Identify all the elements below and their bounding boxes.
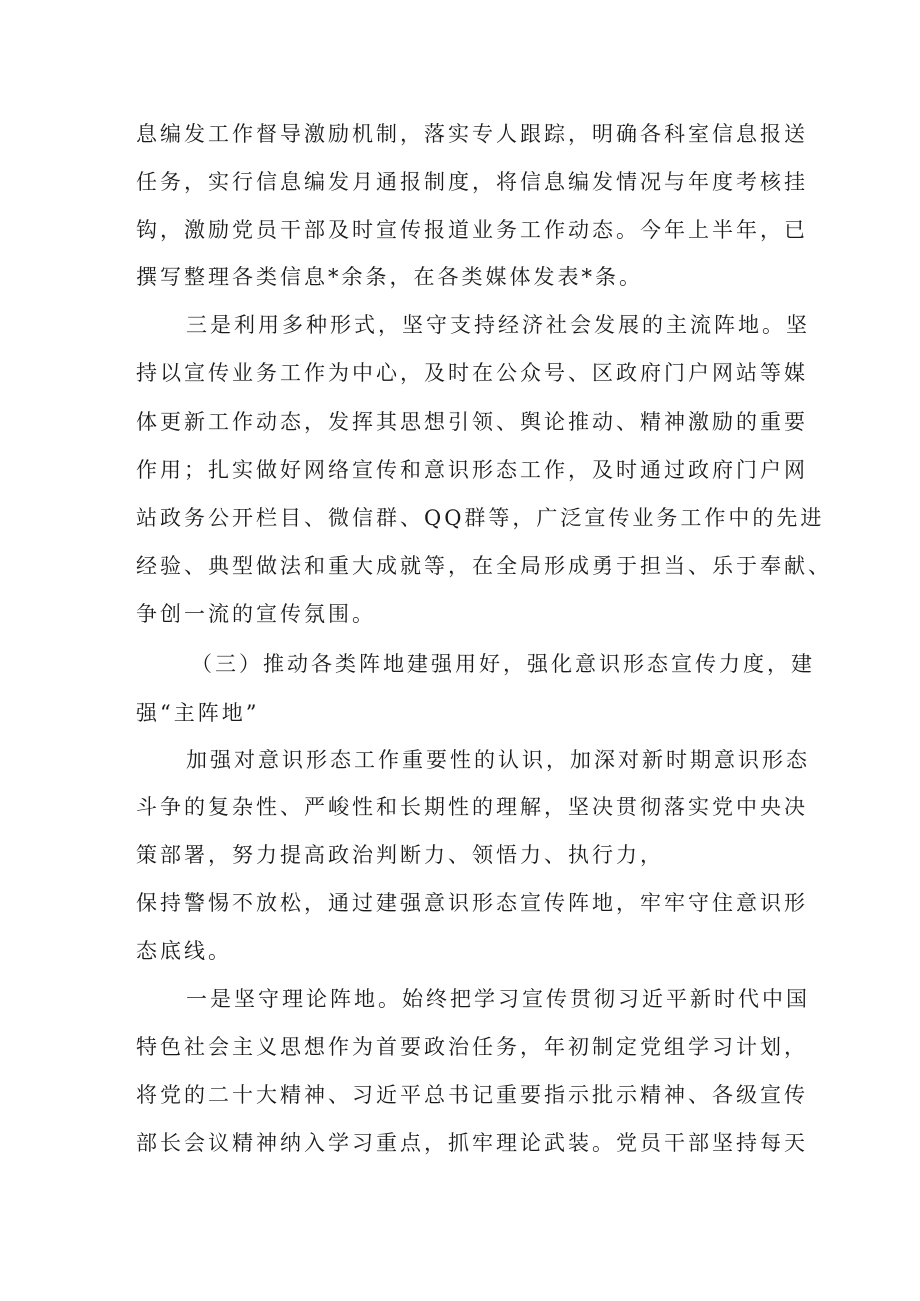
text-line: 持以宣传业务工作为中心，及时在公众号、区政府门户网站等媒 (136, 361, 808, 385)
text-line: 加强对意识形态工作重要性的认识，加深对新时期意识形态 (186, 748, 810, 772)
text-line: 特色社会主义思想作为首要政治任务，年初制定党组学习计划， (136, 1035, 808, 1059)
text-line: 将党的二十大精神、习近平总书记重要指示批示精神、各级宣传 (136, 1083, 808, 1107)
text-line: 策部署，努力提高政治判断力、领悟力、执行力， (136, 843, 664, 867)
text-line: 任务，实行信息编发月通报制度，将信息编发情况与年度考核挂 (136, 170, 808, 194)
text-line: 息编发工作督导激励机制，落实专人跟踪，明确各科室信息报送 (136, 122, 808, 146)
text-line: 斗争的复杂性、严峻性和长期性的理解，坚决贯彻落实党中央决 (136, 795, 808, 819)
text-line: 撰写整理各类信息*余条，在各类媒体发表*条。 (136, 265, 643, 289)
section-heading-line: 强“主阵地” (136, 701, 260, 725)
text-line: 保持警惕不放松，通过建强意识形态宣传阵地，牢牢守住意识形 (136, 891, 808, 915)
section-heading-line: （三）推动各类阵地建强用好，强化意识形态宣传力度，建 (191, 652, 815, 676)
text-line: 部长会议精神纳入学习重点，抓牢理论武装。党员干部坚持每天 (136, 1131, 808, 1155)
text-line: 经验、典型做法和重大成就等，在全局形成勇于担当、乐于奉献、 (136, 554, 832, 578)
text-line: 一是坚守理论阵地。始终把学习宣传贯彻习近平新时代中国 (186, 987, 810, 1011)
text-line: 态底线。 (136, 939, 232, 963)
text-line: 钩，激励党员干部及时宣传报道业务工作动态。今年上半年，已 (136, 218, 808, 242)
text-line: 体更新工作动态，发挥其思想引领、舆论推动、精神激励的重要 (136, 410, 808, 434)
text-line: 站政务公开栏目、微信群、QQ群等，广泛宣传业务工作中的先进 (136, 506, 825, 530)
text-line: 三是利用多种形式，坚守支持经济社会发展的主流阵地。坚 (186, 313, 810, 337)
text-line: 作用；扎实做好网络宣传和意识形态工作，及时通过政府门户网 (136, 458, 808, 482)
text-line: 争创一流的宣传氛围。 (136, 602, 376, 626)
